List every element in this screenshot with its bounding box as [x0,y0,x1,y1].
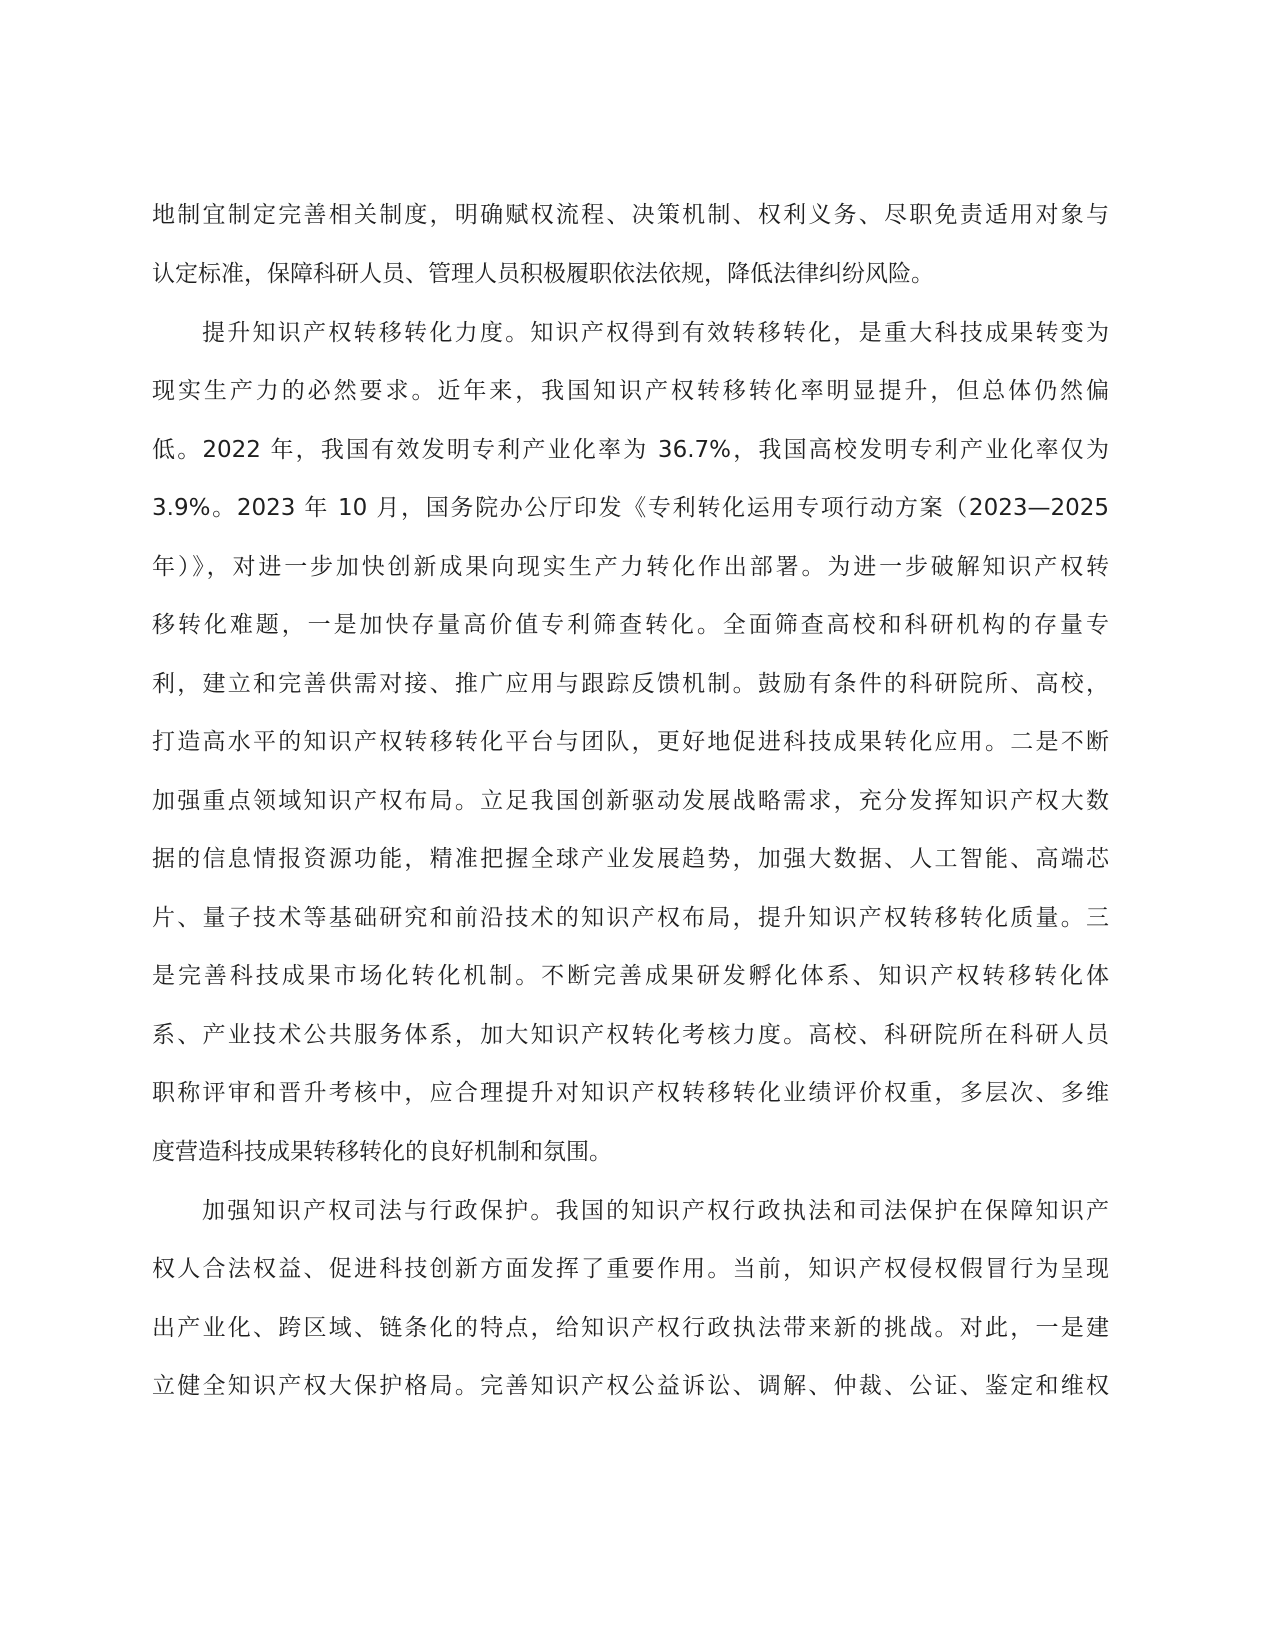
paragraph-2 [152,304,1109,1182]
paragraph-1 [152,186,1109,303]
text-line: 打造高水平的知识产权转移转化平台与团队，更好地促进科技成果转化应用。二是不断 [152,729,1109,755]
text-line: 移转化难题，一是加快存量高价值专利筛查转化。全面筛查高校和科研机构的存量专 [152,612,1109,638]
text-line: 利，建立和完善供需对接、推广应用与跟踪反馈机制。鼓励有条件的科研院所、高校， [152,670,1109,697]
text-line: 是完善科技成果市场化转化机制。不断完善成果研发孵化体系、知识产权转移转化体 [152,963,1109,989]
text-line: 职称评审和晋升考核中，应合理提升对知识产权转移转化业绩评价权重，多层次、多维 [152,1080,1109,1106]
text-line: 地制宜制定完善相关制度，明确赋权流程、决策机制、权利义务、尽职免责适用对象与 [152,202,1109,228]
text-line: 认定标准，保障科研人员、管理人员积极履职依法依规，降低法律纠纷风险。 [152,260,934,287]
text-line: 年）》，对进一步加快创新成果向现实生产力转化作出部署。为进一步破解知识产权转 [152,553,1109,580]
text-line: 系、产业技术公共服务体系，加大知识产权转化考核力度。高校、科研院所在科研人员 [152,1021,1109,1048]
document-body [152,186,1109,1416]
text-line: 度营造科技成果转移转化的良好机制和氛围。 [152,1138,612,1165]
text-line: 片、量子技术等基础研究和前沿技术的知识产权布局，提升知识产权转移转化质量。三 [152,904,1109,931]
text-line: 加强重点领域知识产权布局。立足我国创新驱动发展战略需求，充分发挥知识产权大数 [152,787,1109,814]
text-line: 立健全知识产权大保护格局。完善知识产权公益诉讼、调解、仲裁、公证、鉴定和维权 [152,1373,1109,1399]
text-line: 低。2022 年，我国有效发明专利产业化率为 36.7%，我国高校发明专利产业化率仅为 [152,436,1109,463]
text-line: 权人合法权益、促进科技创新方面发挥了重要作用。当前，知识产权侵权假冒行为呈现 [152,1256,1109,1282]
text-line: 提升知识产权转移转化力度。知识产权得到有效转移转化，是重大科技成果转变为 [202,319,1109,346]
paragraph-3 [152,1182,1109,1416]
text-line: 出产业化、跨区域、链条化的特点，给知识产权行政执法带来新的挑战。对此，一是建 [152,1314,1109,1341]
text-line: 据的信息情报资源功能，精准把握全球产业发展趋势，加强大数据、人工智能、高端芯 [152,846,1109,872]
text-line: 现实生产力的必然要求。近年来，我国知识产权转移转化率明显提升，但总体仍然偏 [152,378,1109,404]
text-line: 3.9%。2023 年 10 月，国务院办公厅印发《专利转化运用专项行动方案（2023—2025 [152,495,1109,521]
text-line: 加强知识产权司法与行政保护。我国的知识产权行政执法和司法保护在保障知识产 [202,1197,1109,1224]
